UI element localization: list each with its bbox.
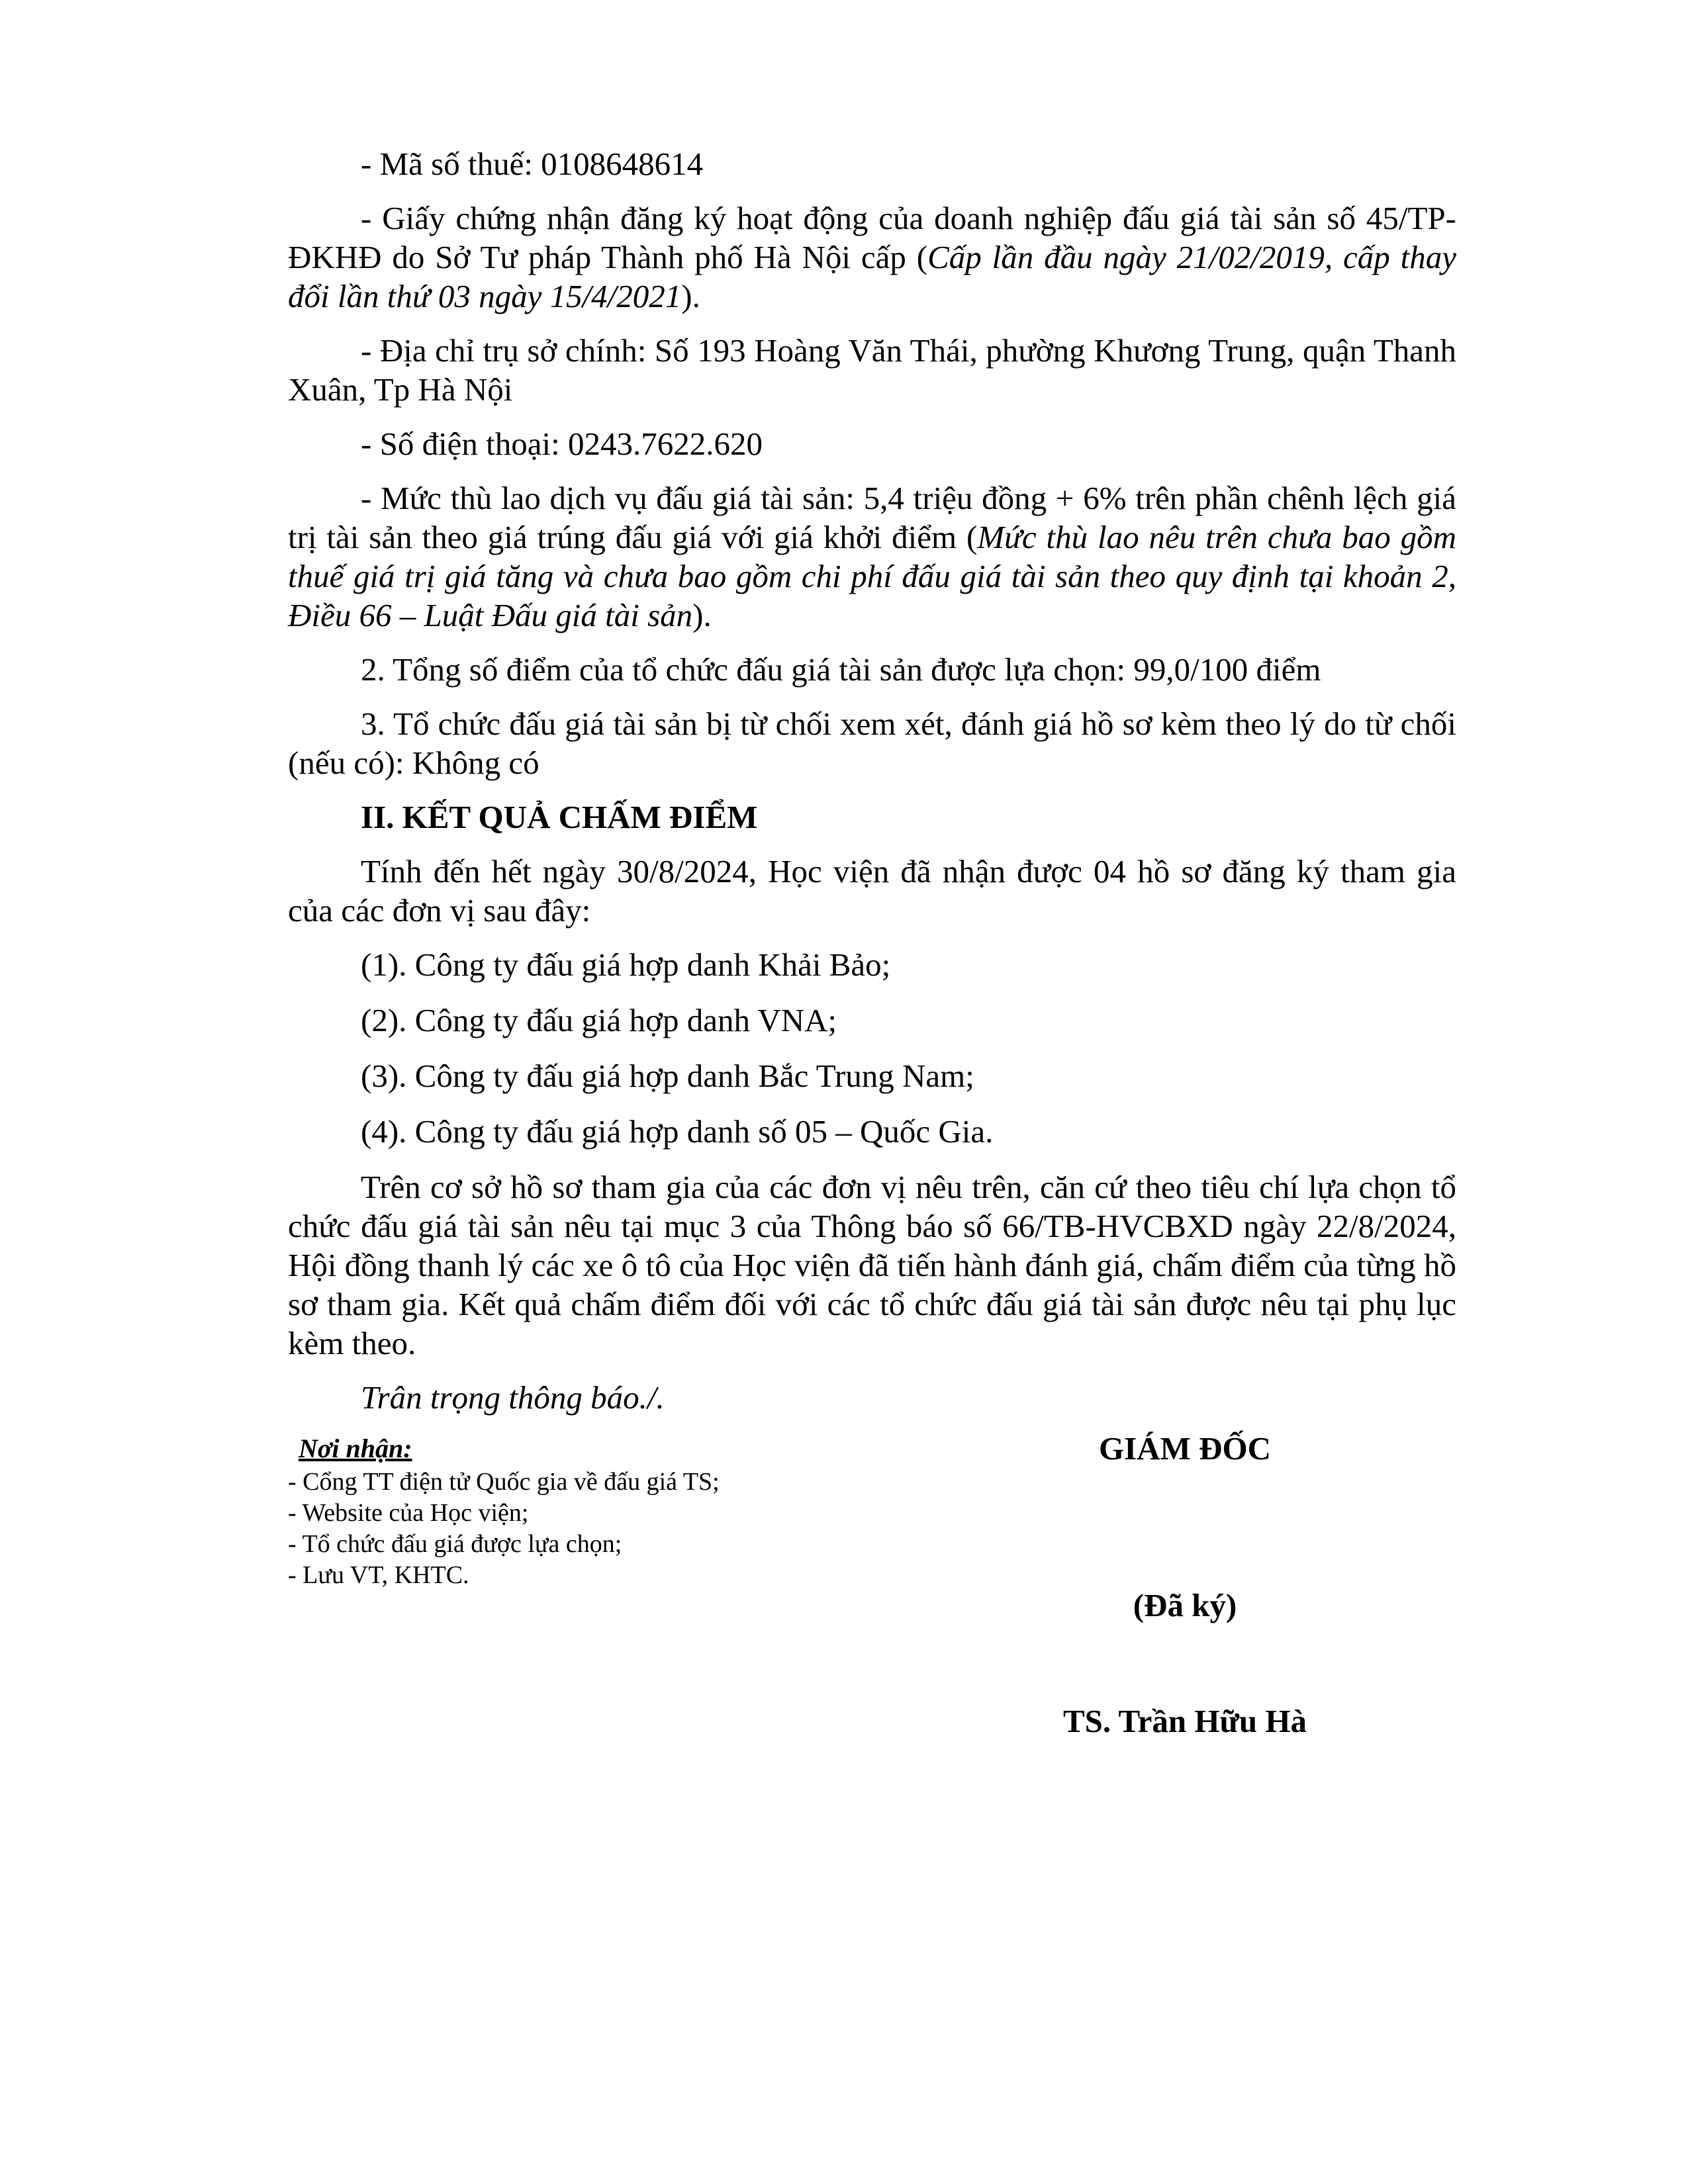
license-suffix: ). — [681, 278, 700, 314]
license-dates: Cấp lần đầu ngày 21/02/2019, cấp thay đổi lần thứ 03 ngày 15/4/2021 — [288, 239, 1456, 314]
recipient-item: - Website của Học viện; — [288, 1499, 529, 1527]
signed-status: (Đã ký) — [1133, 1587, 1237, 1623]
fee-note: Mức thù lao nêu trên chưa bao gồm thuế giá trị giá tăng và chưa bao gồm chi phí đấu giá tài sản theo quy định tại khoản 2, Điều 66 – Luật Đấu giá tài sản — [288, 519, 1456, 633]
recipients-title: Nơi nhận: — [299, 1433, 412, 1463]
applicant-item: (3). Công ty đấu giá hợp danh Bắc Trung Nam; — [361, 1058, 974, 1094]
basis-paragraph: Trên cơ sở hồ sơ tham gia của các đơn vị nêu trên, căn cứ theo tiêu chí lựa chọn tổ chức đấu giá tài sản nêu tại mục 3 của Thông báo số 66/TB-HVCBXD ngày 22/8/2024, Hội đồng thanh lý các xe ô tô của Học viện đã tiến hành đánh giá, chấm điểm của từng hồ sơ tham gia. Kết quả chấm điểm đối với các tổ chức đấu giá tài sản được nêu tại phụ lục kèm theo. — [288, 1169, 1456, 1361]
received-paragraph: Tính đến hết ngày 30/8/2024, Học viện đã nhận được 04 hồ sơ đăng ký tham gia của các đơn vị sau đây: — [288, 853, 1456, 929]
license-text: - Giấy chứng nhận đăng ký hoạt động của doanh nghiệp đấu giá tài sản số 45/TP-ĐKHĐ do Sở Tư pháp Thành phố Hà Nội cấp ( — [288, 200, 1456, 275]
recipient-item: - Cổng TT điện tử Quốc gia về đấu giá TS; — [288, 1468, 720, 1496]
applicant-item: (1). Công ty đấu giá hợp danh Khải Bảo; — [361, 946, 891, 983]
recipient-item: - Lưu VT, KHTC. — [288, 1561, 469, 1589]
total-score-line: 2. Tổng số điểm của tổ chức đấu giá tài sản được lựa chọn: 99,0/100 điểm — [361, 651, 1321, 688]
section-heading: II. KẾT QUẢ CHẤM ĐIỂM — [361, 799, 758, 835]
applicant-item: (4). Công ty đấu giá hợp danh số 05 – Quốc Gia. — [361, 1113, 994, 1150]
address-paragraph: - Địa chỉ trụ sở chính: Số 193 Hoàng Văn Thái, phường Khương Trung, quận Thanh Xuân, Tp Hà Nội — [288, 332, 1456, 408]
rejected-paragraph: 3. Tổ chức đấu giá tài sản bị từ chối xem xét, đánh giá hồ sơ kèm theo lý do từ chối (nếu có): Không có — [288, 705, 1456, 781]
fee-text: - Mức thù lao dịch vụ đấu giá tài sản: 5,4 triệu đồng + 6% trên phần chênh lệch giá trị tài sản theo giá trúng đấu giá với giá khởi điểm ( — [288, 480, 1456, 555]
document-body — [288, 144, 1456, 1417]
fee-paragraph — [288, 478, 1456, 635]
tax-code-line: - Mã số thuế: 0108648614 — [361, 146, 704, 182]
signer-name: TS. Trần Hữu Hà — [1063, 1703, 1307, 1739]
phone-line: - Số điện thoại: 0243.7622.620 — [361, 426, 763, 462]
fee-suffix: ). — [692, 597, 712, 633]
closing-line: Trân trọng thông báo./. — [361, 1379, 665, 1416]
recipient-item: - Tổ chức đấu giá được lựa chọn; — [288, 1530, 622, 1558]
license-paragraph — [288, 199, 1456, 316]
recipients-block — [288, 1433, 884, 1591]
recipients-list — [288, 1467, 884, 1591]
applicant-item: (2). Công ty đấu giá hợp danh VNA; — [361, 1002, 837, 1038]
signer-role: GIÁM ĐỐC — [1099, 1430, 1271, 1467]
